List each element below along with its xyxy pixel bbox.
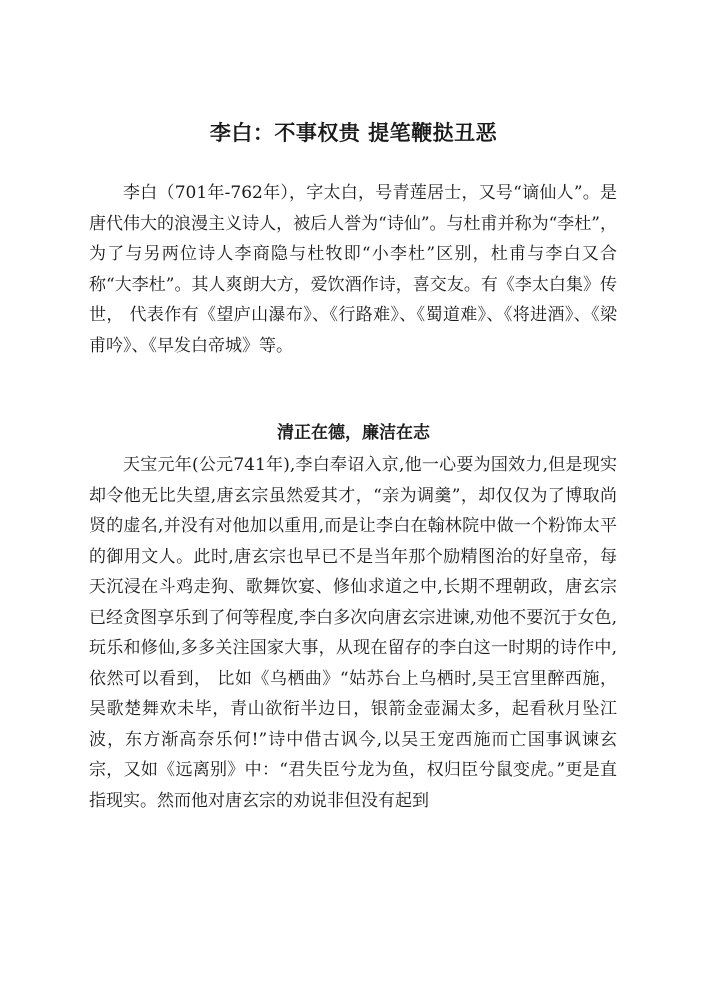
intro-paragraph: 李白（701年-762年），字太白，号青莲居士，又号“谪仙人”。是唐代伟大的浪漫主义诗人，被后人誉为“诗仙”。与杜甫并称为“李杜”，为了与另两位诗人李商隐与杜牧即“小李杜”区别，杜甫与李白又合称“大李杜”。其人爽朗大方，爱饮酒作诗，喜交友。有《李太白集》传世， 代表作有《望庐山瀑布》、《行路难》、《蜀道难》、《将进酒》、《梁甫吟》、《早发白帝城》等。 xyxy=(89,183,617,356)
intro-paragraph-block xyxy=(89,178,617,361)
section-paragraph-block xyxy=(89,450,617,816)
section-heading: 清正在德，廉洁在志 xyxy=(277,423,430,443)
section-paragraph: 天宝元年(公元741年),李白奉诏入京,他一心要为国效力,但是现实却令他无比失望,唐玄宗虽然爱其才，“亲为调羹”，却仅仅为了博取尚贤的虚名,并没有对他加以重用,而是让李白在翰林院中做一个粉饰太平的御用文人。此时,唐玄宗也早已不是当年那个励精图治的好皇帝，每天沉浸在斗鸡走狗、歌舞饮宴、修仙求道之中,长期不理朝政，唐玄宗已经贪图享乐到了何等程度,李白多次向唐玄宗进谏,劝他不要沉于女色,玩乐和修仙,多多关注国家大事，从现在留存的李白这一时期的诗作中,依然可以看到， 比如《乌栖曲》“姑苏台上乌栖时,吴王宫里醉西施，吴歌楚舞欢未毕，青山欲衔半边日，银箭金壶漏太多，起看秋月坠江波，东方渐高奈乐何!”诗中借古讽今,以吴王宠西施而亡国事讽谏玄宗，又如《远离别》中：“君失臣兮龙为鱼，权归臣兮鼠变虎。”更是直指现实。然而他对唐玄宗的劝说非但没有起到 xyxy=(89,455,617,811)
page-title: 李白：不事权贵 提笔鞭挞丑恶 xyxy=(209,121,498,145)
